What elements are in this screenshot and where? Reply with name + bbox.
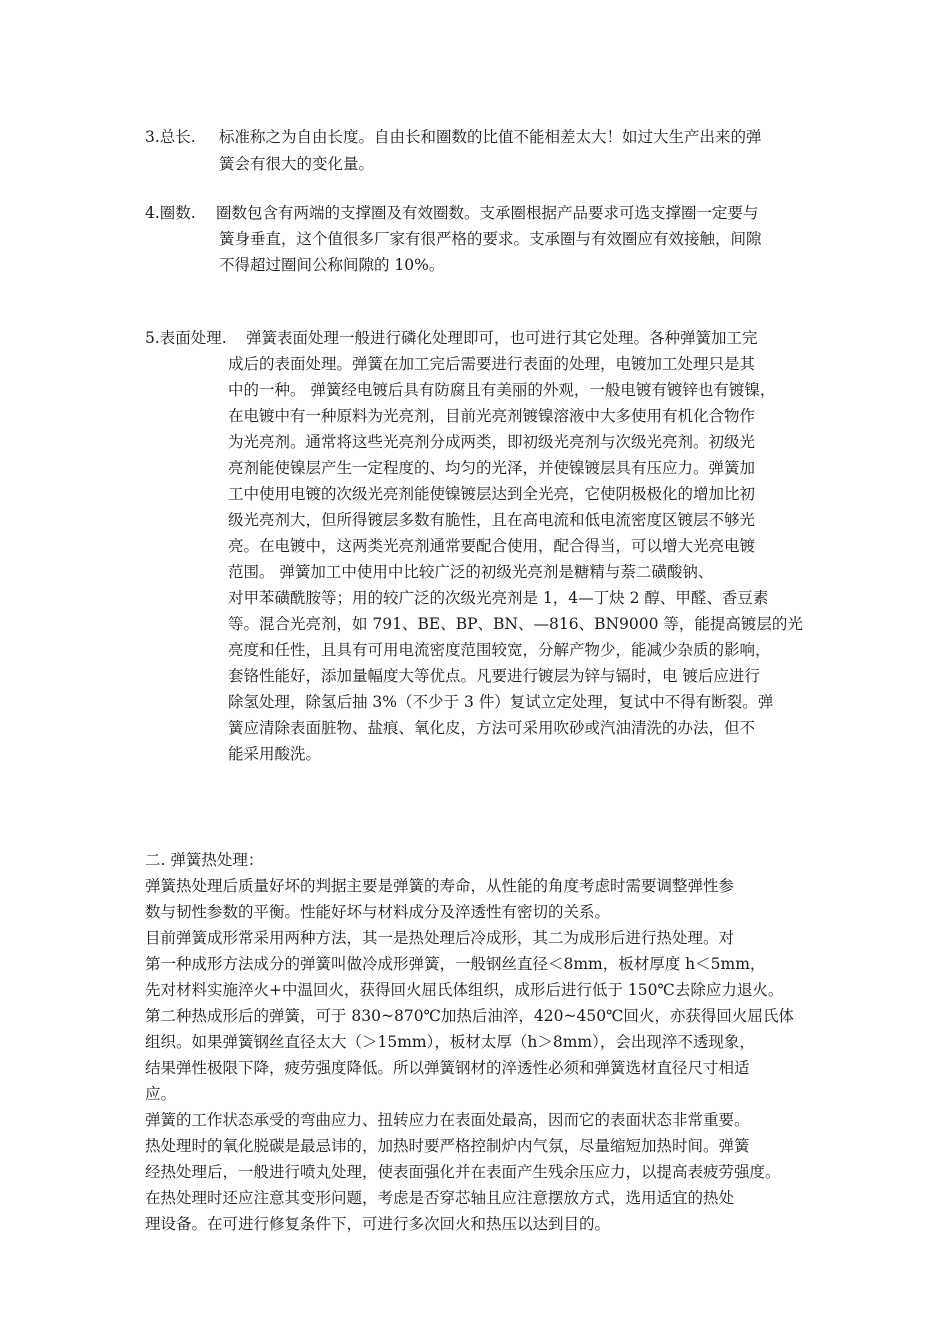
item3-line: 标准称之为自由长度。自由长和圈数的比值不能相差太大！如过大生产出来的弹: [219, 128, 762, 146]
item5-line: 除氢处理，除氢后抽 3%（不少于 3 件）复试立定处理，复试中不得有断裂。弹: [228, 693, 774, 711]
section2-line: 热处理时的氧化脱碳是最忌讳的，加热时要严格控制炉内气氛，尽量缩短加热时间。弹簧: [145, 1137, 750, 1155]
item5-line: 等。混合光亮剂，如 791、BE、BP、BN、—816、BN9000 等，能提高镀层的光: [228, 615, 803, 633]
item5-line: 范围。 弹簧加工中使用中比较广泛的初级光亮剂是糖精与萘二磺酸钠、: [228, 563, 714, 581]
item4-line: 簧身垂直，这个值很多厂家有很严格的要求。支承圈与有效圈应有效接触，间隙: [219, 230, 762, 248]
item5-line: 为光亮剂。通常将这些光亮剂分成两类，即初级光亮剂与次级光亮剂。初级光: [228, 433, 756, 451]
section2-line: 弹簧热处理后质量好坏的判据主要是弹簧的寿命，从性能的角度考虑时需要调整弹性参: [145, 877, 735, 895]
item3-label: 3.总长.: [145, 128, 196, 146]
item5-line: 级光亮剂大，但所得镀层多数有脆性，且在高电流和低电流密度区镀层不够光: [228, 511, 756, 529]
item3-line: 簧会有很大的变化量。: [219, 155, 375, 173]
item5-line: 工中使用电镀的次级光亮剂能使镍镀层达到全光亮，它使阴极极化的增加比初: [228, 485, 756, 503]
item5-line: 簧应清除表面脏物、盐痕、氧化皮，方法可采用吹砂或汽油清洗的办法，但不: [228, 719, 756, 737]
section2-line: 目前弹簧成形常采用两种方法，其一是热处理后冷成形，其二为成形后进行热处理。对: [145, 929, 735, 947]
section2-line: 弹簧的工作状态承受的弯曲应力、扭转应力在表面处最高，因而它的表面状态非常重要。: [145, 1111, 750, 1129]
item4-line: 圈数包含有两端的支撑圈及有效圈数。支承圈根据产品要求可选支撑圈一定要与: [216, 204, 759, 222]
item5-line: 中的一种。 弹簧经电镀后具有防腐且有美丽的外观，一般电镀有镀锌也有镀镍，: [228, 381, 776, 399]
item4-line: 不得超过圈间公称间隙的 10%。: [219, 256, 445, 274]
item5-line: 在电镀中有一种原料为光亮剂，目前光亮剂镀镍溶液中大多使用有机化合物作: [228, 407, 756, 425]
item5-line: 弹簧表面处理一般进行磷化处理即可，也可进行其它处理。各种弹簧加工完: [246, 329, 758, 347]
item5-line: 成后的表面处理。弹簧在加工完后需要进行表面的处理，电镀加工处理只是其: [228, 355, 756, 373]
item5-label: 5.表面处理.: [145, 329, 227, 347]
item5-line: 亮剂能使镍层产生一定程度的、均匀的光泽，并使镍镀层具有压应力。弹簧加: [228, 459, 756, 477]
item5-line: 亮。在电镀中，这两类光亮剂通常要配合使用，配合得当，可以增大光亮电镀: [228, 537, 756, 555]
section2-heading: 二. 弹簧热处理：: [145, 851, 264, 869]
section2-line: 在热处理时还应注意其变形问题，考虑是否穿芯轴且应注意摆放方式，选用适宜的热处: [145, 1189, 735, 1207]
section2-line: 理设备。在可进行修复条件下，可进行多次回火和热压以达到目的。: [145, 1215, 611, 1233]
section2-line: 先对材料实施淬火+中温回火，获得回火屈氏体组织，成形后进行低于 150℃去除应力退火。: [145, 981, 784, 999]
section2-line: 第二种热成形后的弹簧，可于 830~870℃加热后油淬，420~450℃回火，亦获得回火屈氏体: [145, 1007, 794, 1025]
item5-line: 套铬性能好，添加量幅度大等优点。凡要进行镀层为锌与镉时，电 镀后应进行: [228, 667, 760, 685]
section2-line: 组织。如果弹簧钢丝直径太大（＞15mm），板材太厚（h＞8mm），会出现淬不透现象，: [145, 1033, 755, 1051]
item5-line: 能采用酸洗。: [228, 745, 322, 763]
section2-line: 数与韧性参数的平衡。性能好坏与材料成分及淬透性有密切的关系。: [145, 903, 611, 921]
section2-line: 应。: [145, 1085, 177, 1103]
section2-line: 结果弹性极限下降，疲劳强度降低。所以弹簧钢材的淬透性必须和弹簧选材直径尺寸相适: [145, 1059, 750, 1077]
item4-label: 4.圈数.: [145, 204, 196, 222]
section2-line: 经热处理后，一般进行喷丸处理，使表面强化并在表面产生残余压应力，以提高表疲劳强度。: [145, 1163, 781, 1181]
item5-line: 亮度和任性，且具有可用电流密度范围较宽，分解产物少，能减少杂质的影响，: [228, 641, 771, 659]
item5-line: 对甲苯磺酰胺等；用的较广泛的次级光亮剂是 1，4—丁炔 2 醇、甲醛、香豆素: [228, 589, 769, 607]
section2-line: 第一种成形方法成分的弹簧叫做冷成形弹簧，一般钢丝直径＜8mm，板材厚度 h＜5mm，: [145, 955, 766, 973]
